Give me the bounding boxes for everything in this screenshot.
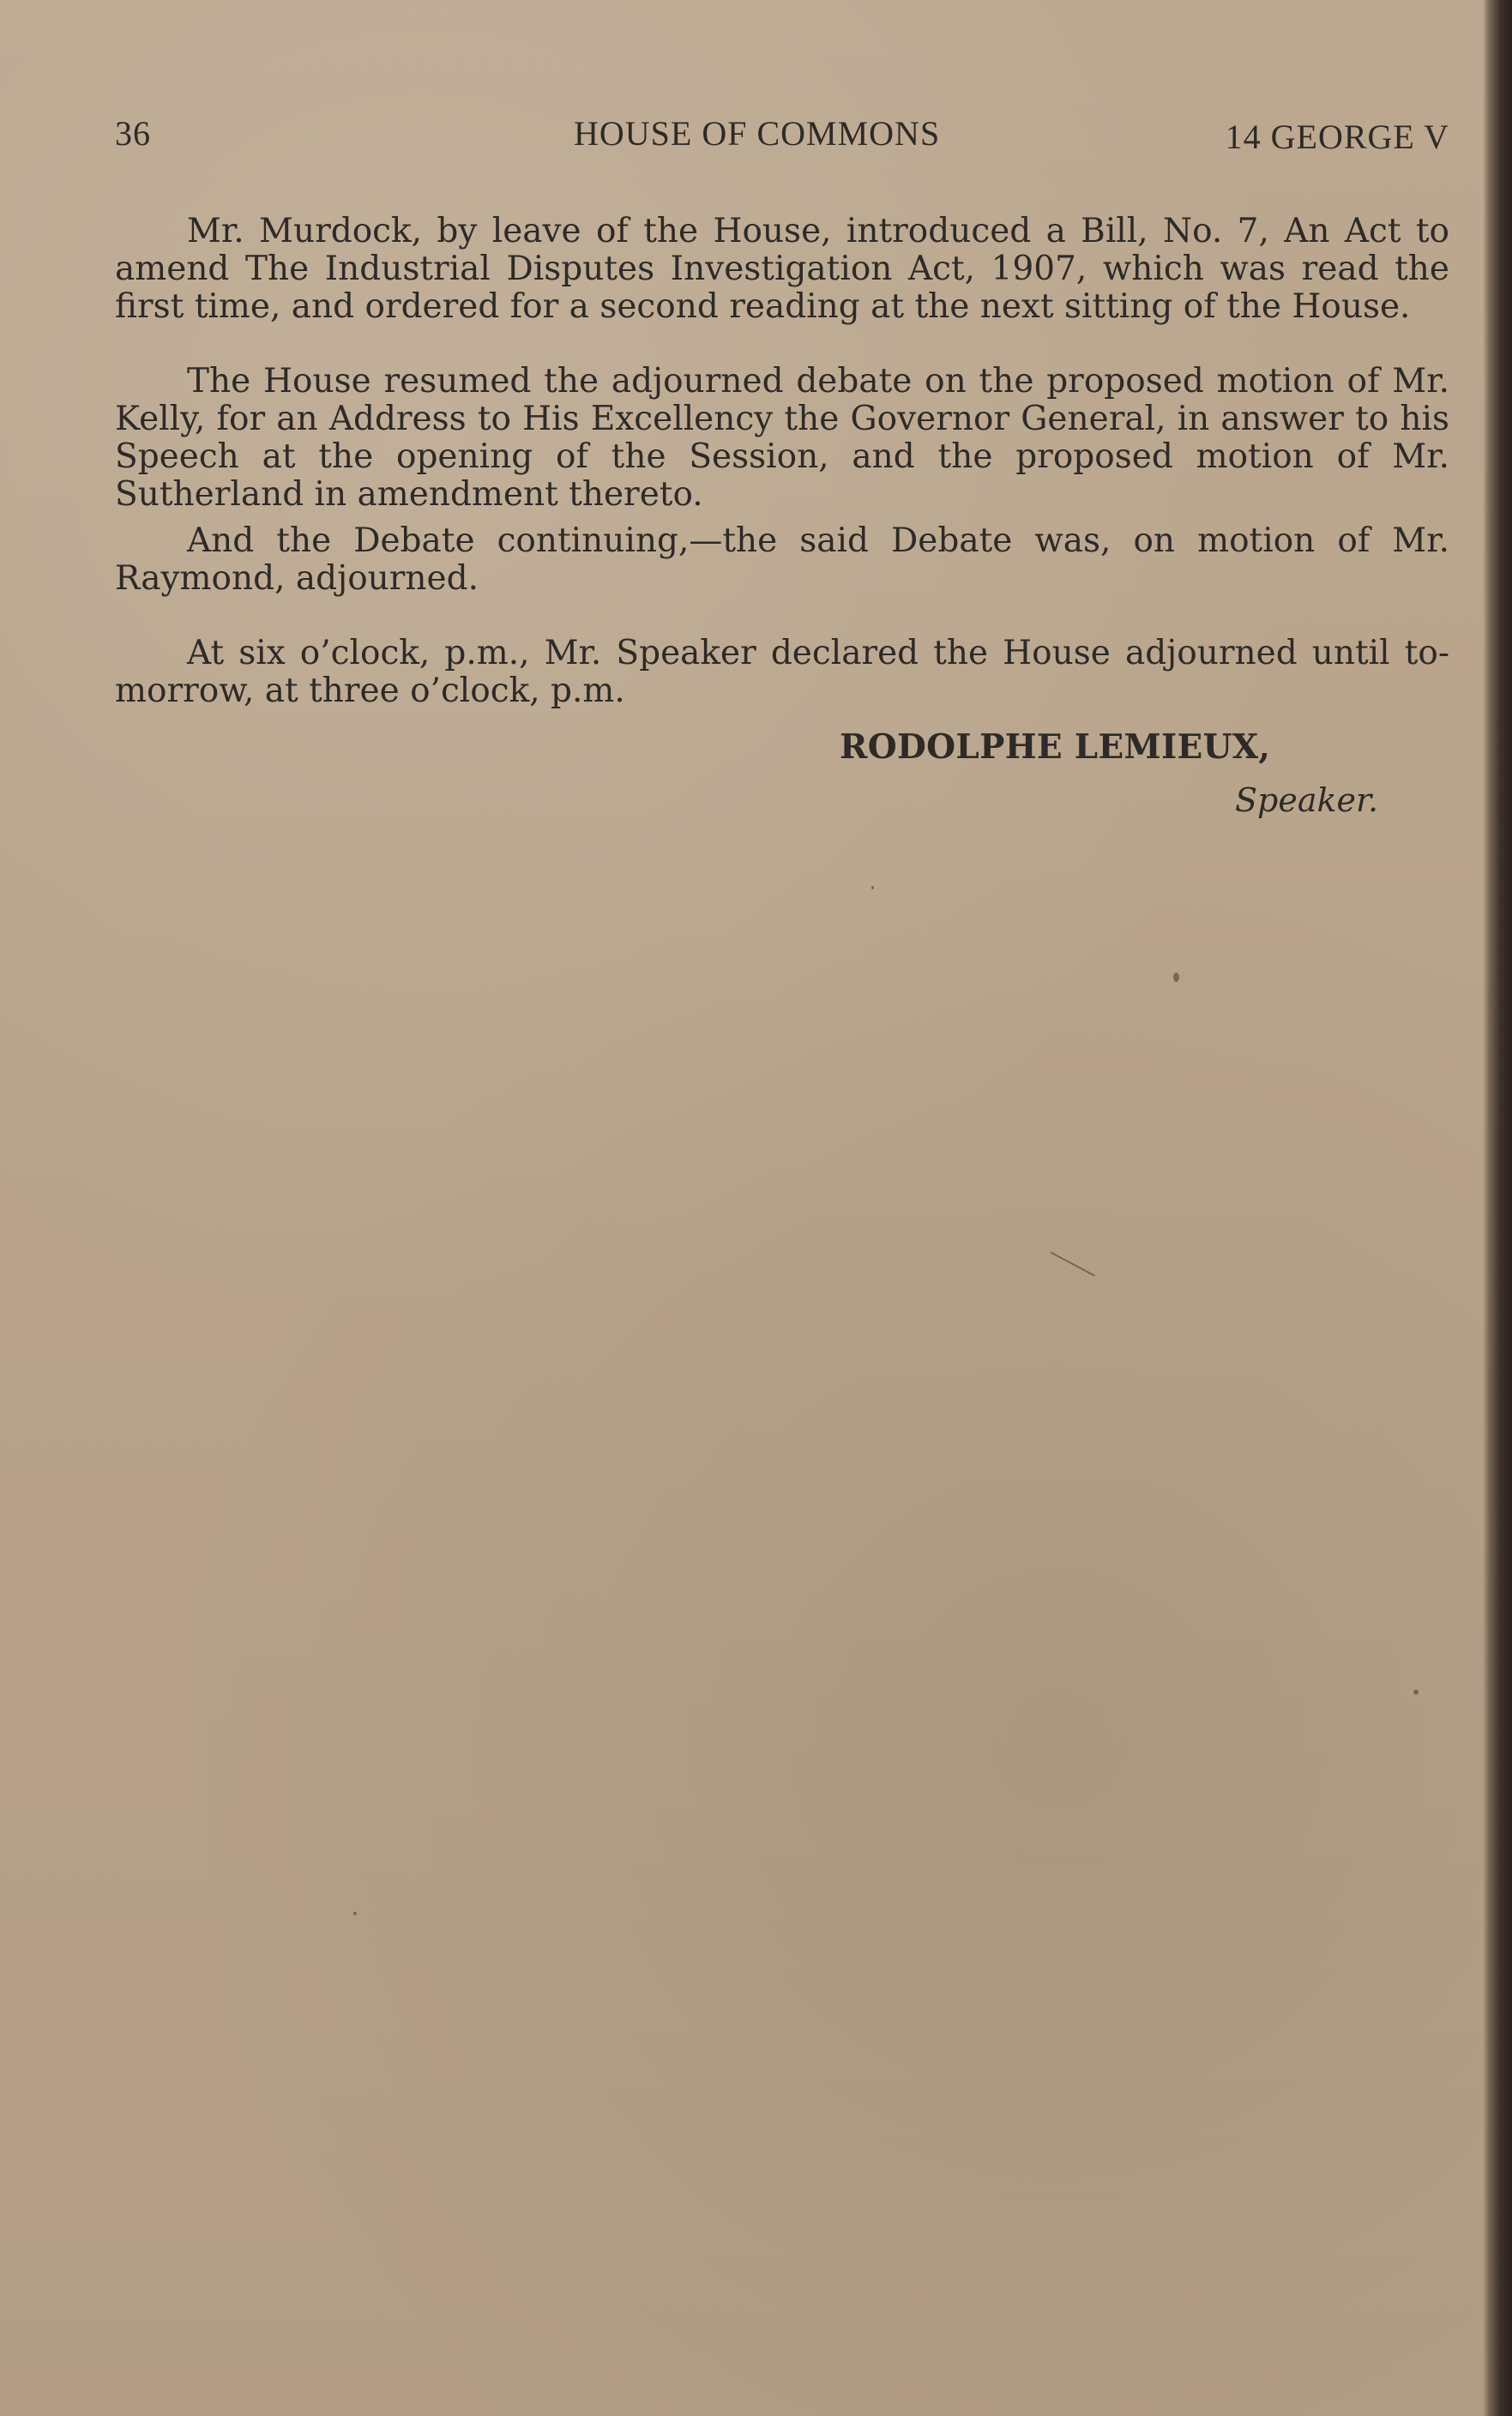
paper-speck (1173, 973, 1179, 982)
paragraph-debate-resumed: The House resumed the adjourned debate on the proposed motion of Mr. Kelly, for an Address to His Excellency the Governor General, in answer to his Speech at the opening of the Session, and the proposed motion of Mr. Sutherland in amendment thereto. (115, 362, 1449, 514)
regnal-year: 14 GEORGE V (1225, 117, 1449, 156)
paragraph-house-adjourned: At six o’clock, p.m., Mr. Speaker declared the House adjourned until to-morrow, at three o’clock, p.m. (115, 634, 1449, 710)
paper-speck (353, 1912, 357, 1915)
page-binding-edge (1483, 0, 1512, 2416)
page-header (115, 113, 1449, 161)
paper-speck (1051, 1252, 1095, 1277)
speaker-name: RODOLPHE LEMIEUX, (840, 727, 1271, 767)
journal-body (115, 213, 1449, 710)
paper-speck (871, 886, 874, 889)
paragraph-debate-adjourned: And the Debate continuing,—the said Debate was, on motion of Mr. Raymond, adjourned. (115, 521, 1449, 598)
paragraph-bill-introduction: Mr. Murdock, by leave of the House, introduced a Bill, No. 7, An Act to amend The Industrial Disputes Investigation Act, 1907, which was read the first time, and ordered for a second reading at the next sitting of the House. (115, 212, 1449, 326)
speaker-title: Speaker. (1235, 781, 1379, 819)
paper-speck (1413, 1690, 1419, 1695)
running-head: HOUSE OF COMMONS (574, 114, 941, 153)
page-number: 36 (115, 114, 151, 153)
